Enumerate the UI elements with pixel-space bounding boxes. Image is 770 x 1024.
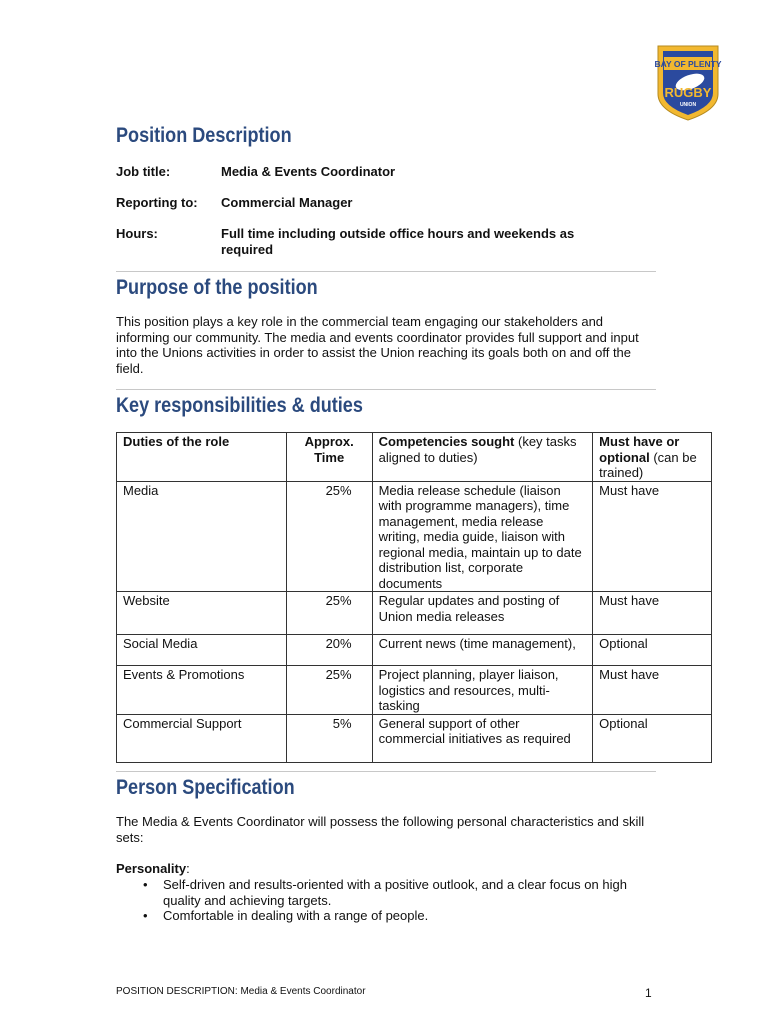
- table-row: [117, 481, 712, 592]
- reporting-label: Reporting to:: [116, 195, 198, 210]
- row-time: 25%: [286, 481, 372, 592]
- row-must-have: Must have: [593, 592, 712, 635]
- row-time: 20%: [286, 635, 372, 666]
- row-competencies: Project planning, player liaison, logistics and resources, multi-tasking: [372, 666, 593, 715]
- personality-list: [116, 877, 656, 924]
- purpose-text: This position plays a key role in the commercial team engaging our stakeholders and informing our community. The media and events coordinator provides full support and input into the Unions activities in order to assist the Union reaching its goals both on and off the field.: [116, 314, 639, 376]
- row-competencies: Regular updates and posting of Union media releases: [372, 592, 593, 635]
- row-duty: Events & Promotions: [117, 666, 287, 715]
- row-must-have: Must have: [593, 666, 712, 715]
- duties-table: [116, 432, 712, 763]
- table-row: [117, 666, 712, 715]
- header-must-have: Must have or optional (can be trained): [593, 433, 712, 482]
- header-duties: Duties of the role: [117, 433, 287, 482]
- logo-text-main: RUGBY: [664, 85, 712, 100]
- table-row: [117, 592, 712, 635]
- row-must-have: Optional: [593, 635, 712, 666]
- page-number: 1: [645, 986, 652, 1000]
- row-duty: Media: [117, 481, 287, 592]
- header-time: Approx. Time: [286, 433, 372, 482]
- duties-heading: Key responsibilities & duties: [116, 394, 363, 417]
- row-must-have: Must have: [593, 481, 712, 592]
- list-item: • Self-driven and results-oriented with a positive outlook, and a clear focus on high quality and achieving targets.: [143, 877, 627, 908]
- list-item: • Comfortable in dealing with a range of people.: [143, 908, 429, 923]
- logo-text-bottom: UNION: [679, 102, 697, 108]
- header-competencies: Competencies sought (key tasks aligned to duties): [372, 433, 593, 482]
- row-competencies: Media release schedule (liaison with programme managers), time management, media release writing, media guide, liaison with regional media, maintain up to date distribution list, corporate documents: [372, 481, 593, 592]
- person-spec-heading: Person Specification: [116, 776, 295, 799]
- bay-of-plenty-rugby-logo: [654, 44, 722, 122]
- personality-label: Personality:: [116, 861, 190, 876]
- hours-value: Full time including outside office hours and weekends as required: [221, 226, 575, 257]
- row-time: 25%: [286, 592, 372, 635]
- table-header-row: [117, 433, 712, 482]
- footer-text: POSITION DESCRIPTION: Media & Events Coordinator: [116, 986, 366, 997]
- reporting-value: Commercial Manager: [221, 195, 353, 210]
- row-competencies: General support of other commercial initiatives as required: [372, 714, 593, 762]
- bullet: •: [143, 908, 148, 923]
- section-divider: [116, 389, 656, 390]
- logo-text-top: BAY OF PLENTY: [654, 59, 722, 69]
- section-divider: [116, 271, 656, 272]
- row-time: 5%: [286, 714, 372, 762]
- page-title: Position Description: [116, 124, 292, 147]
- job-title-label: Job title:: [116, 164, 171, 179]
- purpose-heading: Purpose of the position: [116, 276, 318, 299]
- job-title-value: Media & Events Coordinator: [221, 164, 396, 179]
- row-must-have: Optional: [593, 714, 712, 762]
- table-row: [117, 635, 712, 666]
- section-divider: [116, 771, 656, 772]
- person-spec-intro: The Media & Events Coordinator will possess the following personal characteristics and skill sets:: [116, 814, 645, 845]
- table-row: [117, 714, 712, 762]
- row-competencies: Current news (time management),: [372, 635, 593, 666]
- row-duty: Social Media: [117, 635, 287, 666]
- row-time: 25%: [286, 666, 372, 715]
- hours-label: Hours:: [116, 226, 158, 241]
- row-duty: Commercial Support: [117, 714, 287, 762]
- row-duty: Website: [117, 592, 287, 635]
- bullet: •: [143, 877, 148, 892]
